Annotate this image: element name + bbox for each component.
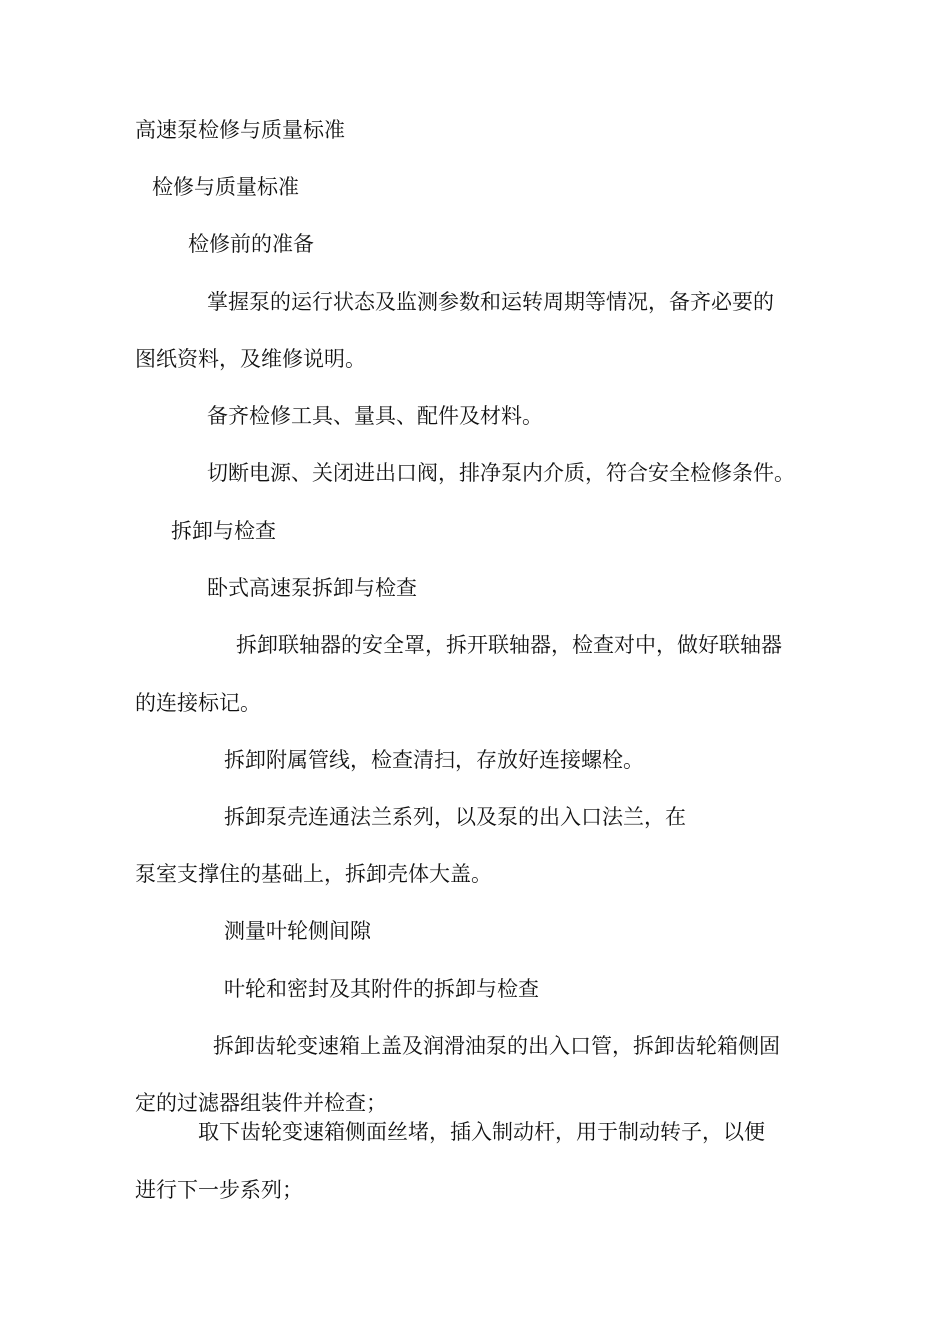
paragraph-line: 拆卸附属管线，检查清扫，存放好连接螺栓。 [224, 748, 644, 772]
paragraph-line: 测量叶轮侧间隙 [224, 919, 371, 943]
paragraph-line: 进行下一步系列； [135, 1178, 303, 1202]
paragraph-line: 泵室支撑住的基础上，拆卸壳体大盖。 [135, 862, 492, 886]
sub-heading-horizontal-pump: 卧式高速泵拆卸与检查 [207, 576, 417, 600]
subsection-heading-disassembly: 拆卸与检查 [171, 519, 276, 543]
paragraph-line: 的连接标记。 [135, 691, 261, 715]
paragraph-line: 定的过滤器组装件并检查； [135, 1091, 387, 1115]
paragraph-line: 图纸资料，及维修说明。 [135, 347, 366, 371]
paragraph-line: 取下齿轮变速箱侧面丝堵，插入制动杆，用于制动转子，以便 [198, 1120, 765, 1144]
paragraph-line: 拆卸齿轮变速箱上盖及润滑油泵的出入口管，拆卸齿轮箱侧固 [213, 1034, 780, 1058]
paragraph-line: 叶轮和密封及其附件的拆卸与检查 [224, 977, 539, 1001]
paragraph-line: 拆卸联轴器的安全罩，拆开联轴器，检查对中，做好联轴器 [236, 633, 782, 657]
subsection-heading-prep: 检修前的准备 [188, 232, 314, 256]
section-heading: 检修与质量标准 [152, 175, 299, 199]
paragraph-line: 掌握泵的运行状态及监测参数和运转周期等情况，备齐必要的 [207, 290, 774, 314]
paragraph-line: 拆卸泵壳连通法兰系列，以及泵的出入口法兰，在 [224, 805, 686, 829]
document-title: 高速泵检修与质量标准 [135, 118, 345, 142]
paragraph-line: 备齐检修工具、量具、配件及材料。 [207, 404, 543, 428]
paragraph-line: 切断电源、关闭进出口阀，排净泵内介质，符合安全检修条件。 [207, 461, 795, 485]
